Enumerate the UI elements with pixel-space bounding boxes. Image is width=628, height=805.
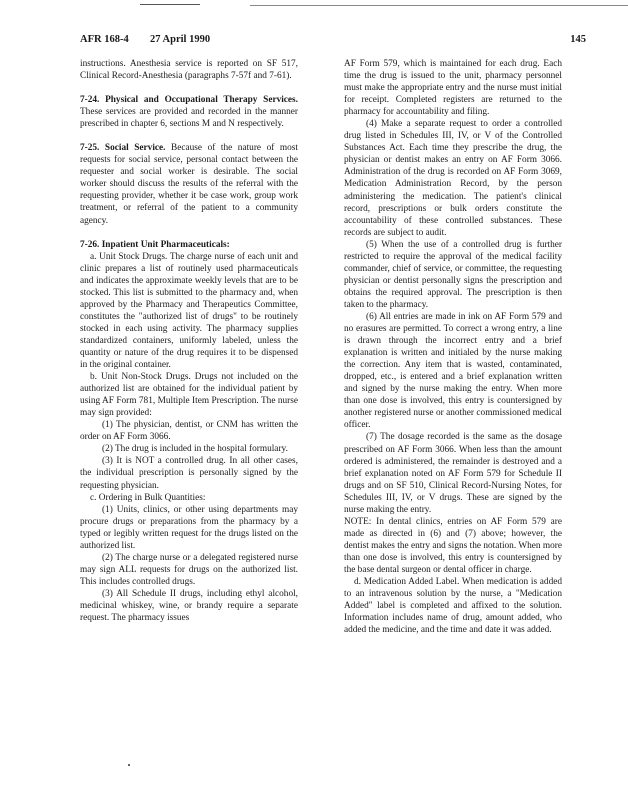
left-column [80,58,298,624]
right-column [344,58,562,636]
item-c3: (3) All Schedule II drugs, including ethyl alcohol, medicinal whiskey, wine, or brandy require a separate request. The pharmacy issues [80,588,298,624]
item-b1: (1) The physician, dentist, or CNM has written the order on AF Form 3066. [80,420,298,443]
section-body: These services are provided and recorded in the manner prescribed in chapter 6, sections M and N respectively. [80,107,298,130]
page-header [80,34,586,48]
item-c3-continued: AF Form 579, which is maintained for each drug. Each time the drug is issued to the unit, pharmacy personnel must make the appropriate entry and the nurse must initial for receipt. Completed registers are returned to the pharmacy for accountability and filing. [344,59,562,118]
item-b2: (2) The drug is included in the hospital formulary. [102,444,288,455]
subsection-a: a. Unit Stock Drugs. The charge nurse of each unit and clinic prepares a list of routinely used pharmaceuticals and indicates the approximate weekly levels that are to be stocked. This list is submitted to the pharmacy and, when approved by the Pharmacy and Therapeutics Committee, constitutes the "authorized list of drugs" to be routinely stocked in each using activity. The pharmacy supplies standardized containers, uniformly labeled, unless the quantity or nature of the drug requires it to be dispensed in the original container. [80,251,298,371]
item-c2: (2) The charge nurse or a delegated registered nurse may sign ALL requests for drugs on the authorized list. This includes controlled drugs. [80,552,298,587]
item-c6: (6) All entries are made in ink on AF Form 579 and no erasures are permitted. To correct a wrong entry, a line is drawn through the incorrect entry and a brief explanation is written and initialed by the nurse making the correction. Any item that is wasted, contaminated, dropped, etc., is entered and a brief explanation written and signed by the nurse making the entry. When more than one dose is involved, this entry is countersigned by another registered nurse or another commissioned medical officer. [344,311,562,431]
item-b3: (3) It is NOT a controlled drug. In all other cases, the individual prescription is personally signed by the requesting physician. [80,456,298,491]
subsection-c: c. Ordering in Bulk Quantities: [90,492,206,503]
form-number: AFR 168-4 [80,34,129,45]
item-c5: (5) When the use of a controlled drug is further restricted to require the approval of the medical facility commander, chief of service, or committee, the requesting physician or dentist personally signs the prescription and obtains the required approval. The prescription is then taken to the pharmacy. [344,239,562,310]
publication-date: 27 April 1990 [150,34,211,45]
scan-artifact-line [250,5,628,6]
scan-speck [128,764,130,766]
item-c4: (4) Make a separate request to order a controlled drug listed in Schedules III, IV, or V of the Controlled Substances Act. Each time they prescribe the drug, the physician or dentist makes an entry on AF Form 3066. Administration of the drug is recorded on AF Form 3069, Medication Administration Record, by the person administering the medication. The patient's clinical record, prescriptions or bulk orders constitute the accountability of these controlled substances. These records are subject to audit. [344,119,562,238]
section-heading: 7-25. Social Service. [80,143,166,154]
note: NOTE: In dental clinics, entries on AF Form 579 are made as directed in (6) and (7) above; however, the dentist makes the entry and signs the notation. When more than one dose is involved, this entry is countersigned by the base dental surgeon or dental officer in charge. [344,516,562,575]
subsection-d: d. Medication Added Label. When medication is added to an intravenous solution by the nurse, a "Medication Added" label is completed and affixed to the solution. Information includes name of drug, amount added, who added the medicine, and the time and date it was added. [344,577,562,636]
section-7-24 [80,94,298,130]
section-heading: 7-24. Physical and Occupational Therapy Services. [80,95,298,106]
section-body: Because of the nature of most requests for social service, personal contact between the requester and social worker is desirable. The social worker should discuss the results of the referral with the requesting provider, whether it be case work, group work treatment, or referral of the patient to a community agency. [80,143,298,226]
subsection-b: b. Unit Non-Stock Drugs. Drugs not included on the authorized list are obtained for the individual patient by using AF Form 781, Multiple Item Prescription. The nurse may sign provided: [80,372,298,419]
paragraph-intro: instructions. Anesthesia service is reported on SF 517, Clinical Record-Anesthesia (paragraphs 7-57f and 7-61). [80,59,298,82]
section-7-25 [80,142,298,226]
scan-artifact-line [140,4,200,5]
item-c7: (7) The dosage recorded is the same as the dosage prescribed on AF Form 3066. When less than the amount ordered is administered, the remainder is destroyed and a brief explanation noted on AF Form 579 for Schedule II drugs and on SF 510, Clinical Record-Nursing Notes, for Schedules III, IV, or V drugs. These are signed by the nurse making the entry. [344,432,562,515]
page-number: 145 [570,34,586,45]
section-7-26-heading: 7-26. Inpatient Unit Pharmaceuticals: [80,239,230,250]
item-c1: (1) Units, clinics, or other using departments may procure drugs or preparations from the pharmacy by a typed or legibly written request for the drugs listed on the authorized list. [80,504,298,551]
